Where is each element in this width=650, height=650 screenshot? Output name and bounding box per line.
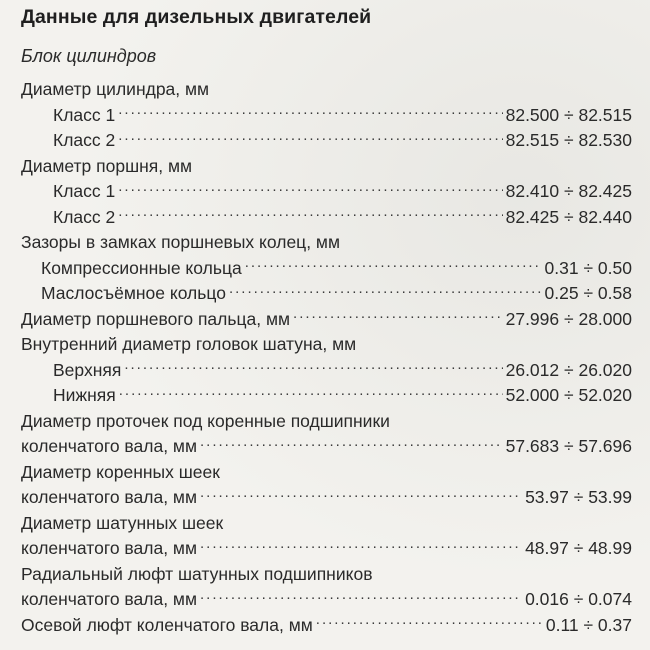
- spec-heading-ring-gaps: Зазоры в замках поршневых колец, мм: [21, 232, 340, 252]
- dot-leader: [200, 435, 503, 453]
- spec-row-main-bearing-bores: [21, 434, 632, 460]
- dot-leader: [124, 358, 502, 376]
- dot-leader: [245, 256, 542, 274]
- dot-leader: [200, 588, 522, 606]
- spec-row-cylinder-class-2: [21, 128, 632, 154]
- spec-value: 53.97 ÷ 53.99: [525, 487, 632, 507]
- spec-value: 82.500 ÷ 82.515: [505, 104, 632, 125]
- dot-leader: [293, 307, 503, 325]
- spec-label: Класс 1: [53, 181, 116, 201]
- spec-heading-rod-journals: Диаметр шатунных шеек: [21, 512, 224, 533]
- dot-leader: [200, 486, 522, 504]
- spec-value: 0.25 ÷ 0.58: [544, 283, 632, 303]
- dot-leader: [118, 205, 502, 223]
- spec-row-rod-lower: [21, 383, 632, 409]
- spec-row-piston-class-1: [21, 179, 632, 205]
- spec-heading-piston-diameter: Диаметр поршня, мм: [21, 155, 193, 176]
- spec-row-cylinder-class-1: [21, 103, 632, 129]
- spec-label: коленчатого вала, мм: [21, 589, 197, 609]
- spec-row-main-journals: [21, 485, 632, 511]
- dot-leader: [316, 613, 543, 631]
- spec-row-crankshaft-end-play: [21, 613, 632, 639]
- spec-list: [21, 77, 632, 638]
- spec-row-rod-bearing-clearance: [21, 587, 632, 613]
- spec-value: 26.012 ÷ 26.020: [505, 359, 632, 380]
- spec-value: 0.016 ÷ 0.074: [525, 589, 632, 609]
- spec-row-piston-pin-diameter: [21, 307, 632, 333]
- spec-value: 48.97 ÷ 48.99: [525, 538, 632, 558]
- spec-heading-cylinder-diameter: Диаметр цилиндра, мм: [21, 79, 210, 99]
- spec-label: Компрессионные кольца: [41, 257, 242, 278]
- spec-label: Класс 1: [53, 104, 116, 125]
- spec-row-piston-class-2: [21, 205, 632, 231]
- dot-leader: [119, 384, 503, 402]
- spec-label: Осевой люфт коленчатого вала, мм: [21, 614, 313, 635]
- spec-label: Класс 2: [53, 130, 116, 150]
- spec-label: коленчатого вала, мм: [21, 436, 197, 456]
- spec-value: 27.996 ÷ 28.000: [505, 308, 632, 329]
- dot-leader: [200, 537, 522, 555]
- spec-value: 82.410 ÷ 82.425: [505, 181, 632, 201]
- spec-row-compression-rings: [21, 256, 632, 282]
- spec-label: Нижняя: [53, 385, 116, 405]
- spec-label: Маслосъёмное кольцо: [41, 283, 226, 303]
- dot-leader: [229, 282, 542, 300]
- spec-value: 82.515 ÷ 82.530: [505, 130, 632, 150]
- spec-value: 57.683 ÷ 57.696: [505, 436, 632, 456]
- spec-row-oil-ring: [21, 281, 632, 307]
- dot-leader: [118, 103, 502, 121]
- spec-label: коленчатого вала, мм: [21, 487, 197, 507]
- spec-value: 82.425 ÷ 82.440: [505, 206, 632, 227]
- document-title: Данные для дизельных двигателей: [21, 6, 372, 28]
- spec-value: 0.11 ÷ 0.37: [545, 614, 632, 635]
- section-title: Блок цилиндров: [21, 46, 157, 66]
- spec-heading-rod-bearing-clearance: Радиальный люфт шатунных подшипников: [21, 563, 373, 584]
- spec-label: Класс 2: [53, 206, 116, 227]
- spec-label: Верхняя: [53, 359, 122, 380]
- spec-label: коленчатого вала, мм: [21, 538, 197, 558]
- spec-heading-main-bearing-bores: Диаметр проточек под коренные подшипники: [21, 410, 390, 431]
- spec-heading-main-journals: Диаметр коренных шеек: [21, 461, 220, 482]
- dot-leader: [118, 129, 502, 147]
- spec-heading-rod-bore: Внутренний диаметр головок шатуна, мм: [21, 334, 357, 354]
- spec-value: 0.31 ÷ 0.50: [544, 257, 632, 278]
- dot-leader: [118, 180, 502, 198]
- spec-value: 52.000 ÷ 52.020: [505, 385, 632, 405]
- spec-row-rod-upper: [21, 358, 632, 384]
- spec-row-rod-journals: [21, 536, 632, 562]
- spec-label: Диаметр поршневого пальца, мм: [21, 308, 291, 329]
